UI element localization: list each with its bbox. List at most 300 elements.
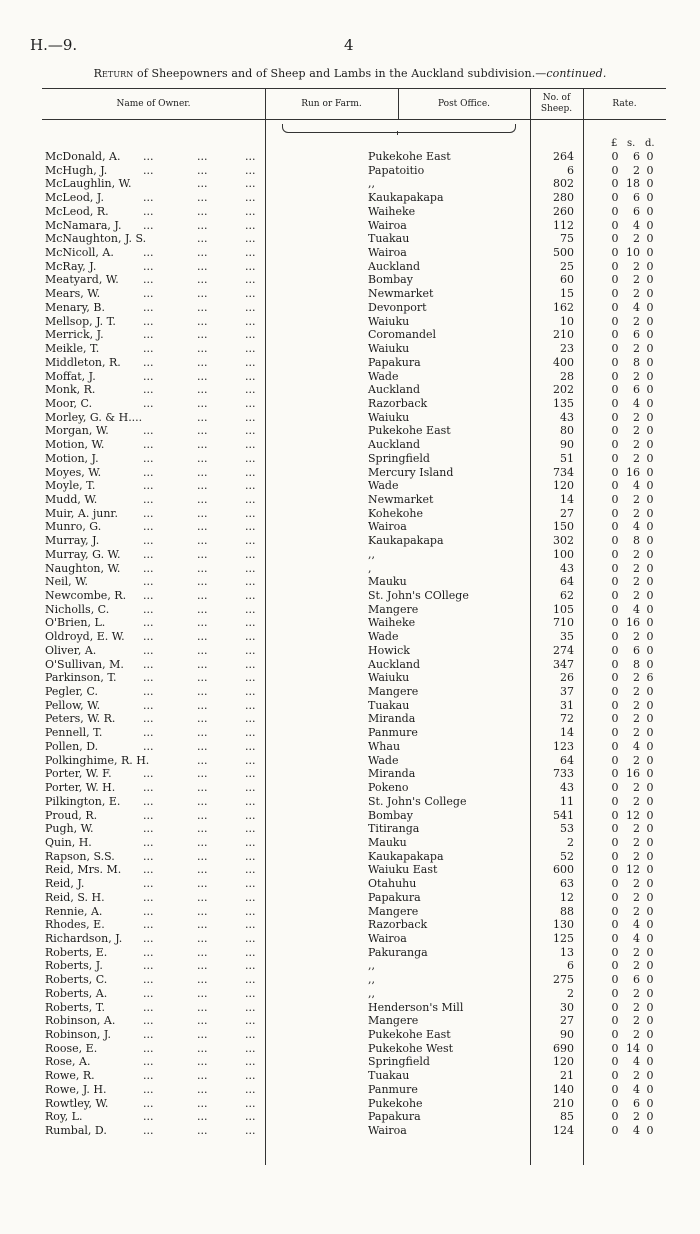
post-office: Wairoa bbox=[368, 520, 407, 534]
owner-name: McDonald, A. bbox=[45, 150, 121, 163]
dot-leader: ... bbox=[197, 547, 208, 561]
sheep-count: 162 bbox=[553, 300, 574, 314]
post-office: Bombay bbox=[368, 273, 413, 287]
header-sheep-line1: No. of bbox=[542, 93, 571, 103]
dot-leader: ... bbox=[143, 986, 154, 1000]
owner-name: Newcombe, R. bbox=[45, 589, 127, 602]
rate-pounds: 0 bbox=[611, 465, 619, 479]
dot-leader: ... bbox=[245, 1069, 256, 1083]
rate-pence: 0 bbox=[646, 1000, 654, 1014]
rate-pounds: 0 bbox=[611, 1124, 619, 1138]
sheep-count: 72 bbox=[560, 712, 574, 726]
post-office: Razorback bbox=[368, 918, 428, 932]
post-office: ,, bbox=[368, 547, 375, 561]
rate-shillings: 6 bbox=[633, 973, 640, 987]
rate-pounds: 0 bbox=[611, 383, 619, 397]
post-office: Waiuku bbox=[368, 410, 410, 424]
sheep-count: 2 bbox=[567, 835, 574, 849]
dot-leader: ... bbox=[143, 438, 154, 452]
owner-name: Pennell, T. bbox=[45, 726, 103, 740]
rate-shillings: 2 bbox=[633, 1110, 640, 1124]
sheep-count: 105 bbox=[553, 602, 574, 616]
dot-leader: ... bbox=[245, 163, 256, 177]
post-office: Wairoa bbox=[368, 246, 407, 260]
dot-leader: ... bbox=[143, 959, 154, 973]
dot-leader: ... bbox=[245, 424, 256, 438]
post-office: Wairoa bbox=[368, 218, 407, 232]
rate-pounds: 0 bbox=[611, 1082, 619, 1096]
owner-name: McLaughlin, W. bbox=[45, 177, 132, 191]
dot-leader: ... bbox=[197, 259, 208, 273]
rate-pence: 0 bbox=[646, 1082, 654, 1096]
owner-name: O'Sullivan, M. bbox=[45, 657, 124, 671]
rate-pence: 0 bbox=[646, 547, 654, 561]
owner-name: Motion, W. bbox=[45, 438, 105, 452]
dot-leader: ... bbox=[197, 726, 208, 740]
sheep-count: 130 bbox=[553, 918, 574, 932]
rate-shillings: 2 bbox=[633, 877, 640, 891]
post-office: Coromandel bbox=[368, 328, 437, 342]
post-office: St. John's COllege bbox=[368, 589, 469, 602]
sheep-count: 80 bbox=[560, 424, 574, 438]
header-name-of-owner: Name of Owner. bbox=[116, 99, 191, 109]
rate-shillings: 12 bbox=[626, 863, 640, 877]
dot-leader: ... bbox=[245, 1110, 256, 1124]
dot-leader: ... bbox=[245, 575, 256, 589]
post-office: Newmarket bbox=[368, 492, 434, 506]
rate-pounds: 0 bbox=[611, 781, 619, 795]
rate-pence: 0 bbox=[646, 863, 654, 877]
dot-leader: ... bbox=[245, 698, 256, 712]
table-row bbox=[0, 1055, 700, 1069]
table-row bbox=[0, 548, 700, 562]
rate-pence: 0 bbox=[646, 465, 654, 479]
table-row bbox=[0, 493, 700, 507]
rate-pence: 0 bbox=[646, 589, 654, 602]
dot-leader: ... bbox=[245, 1096, 256, 1110]
rate-shillings: 2 bbox=[633, 685, 640, 699]
dot-leader: ... bbox=[245, 643, 256, 657]
dot-leader: ... bbox=[143, 342, 154, 356]
post-office: Panmure bbox=[368, 726, 418, 740]
dot-leader: ... bbox=[143, 643, 154, 657]
post-office: Otahuhu bbox=[368, 877, 417, 891]
sheep-count: 400 bbox=[553, 355, 574, 369]
rate-pence: 0 bbox=[646, 273, 654, 287]
rate-pence: 0 bbox=[646, 1110, 654, 1124]
dot-leader: ... bbox=[245, 781, 256, 795]
dot-leader: ... bbox=[197, 589, 208, 602]
dot-leader: ... bbox=[197, 410, 208, 424]
rate-shillings: 2 bbox=[633, 959, 640, 973]
owner-table-body bbox=[0, 150, 700, 1138]
rate-pounds: 0 bbox=[611, 589, 619, 602]
dot-leader: ... bbox=[197, 794, 208, 808]
sheep-count: 120 bbox=[553, 1055, 574, 1069]
title-prefix: Return bbox=[93, 67, 134, 80]
rate-shillings: 2 bbox=[633, 547, 640, 561]
rate-pounds: 0 bbox=[611, 1028, 619, 1041]
rate-pence: 0 bbox=[646, 383, 654, 397]
sheep-count: 52 bbox=[560, 849, 574, 863]
table-row bbox=[0, 822, 700, 836]
post-office: Waiuku bbox=[368, 342, 410, 356]
dot-leader: ... bbox=[143, 698, 154, 712]
rate-shillings: 2 bbox=[633, 273, 640, 287]
post-office: Tuakau bbox=[368, 698, 410, 712]
dot-leader: ... bbox=[245, 1055, 256, 1069]
sheep-count: 62 bbox=[560, 589, 574, 602]
header-bottom-rule bbox=[42, 119, 666, 120]
rate-shillings: 2 bbox=[633, 232, 640, 246]
rate-pounds: 0 bbox=[611, 959, 619, 973]
dot-leader: ... bbox=[245, 1041, 256, 1055]
dot-leader: ... bbox=[245, 396, 256, 410]
sheep-count: 43 bbox=[560, 410, 574, 424]
rate-pence: 0 bbox=[646, 232, 654, 246]
dot-leader: ... bbox=[143, 931, 154, 945]
rate-shillings: 4 bbox=[633, 918, 640, 932]
owner-name: Menary, B. bbox=[45, 300, 106, 314]
rate-pounds: 0 bbox=[611, 1110, 619, 1124]
dot-leader: ... bbox=[197, 1028, 208, 1041]
post-office: Bombay bbox=[368, 808, 413, 822]
dot-leader: ... bbox=[245, 534, 256, 548]
rate-shillings: 4 bbox=[633, 1055, 640, 1069]
table-row bbox=[0, 232, 700, 246]
rate-shillings: 8 bbox=[633, 534, 640, 548]
sheep-count: 135 bbox=[553, 396, 574, 410]
table-row bbox=[0, 1042, 700, 1056]
currency-pounds: £ bbox=[611, 138, 618, 149]
table-row bbox=[0, 1124, 700, 1138]
dot-leader: ... bbox=[197, 150, 208, 163]
sheep-count: 31 bbox=[560, 698, 574, 712]
rate-pounds: 0 bbox=[611, 767, 619, 781]
owner-name: Parkinson, T. bbox=[45, 671, 117, 685]
table-row bbox=[0, 699, 700, 713]
sheep-count: 600 bbox=[553, 863, 574, 877]
table-row bbox=[0, 466, 700, 480]
sheep-count: 690 bbox=[553, 1041, 574, 1055]
rate-shillings: 2 bbox=[633, 1000, 640, 1014]
dot-leader: ... bbox=[245, 410, 256, 424]
dot-leader: ... bbox=[245, 369, 256, 383]
sheep-count: 30 bbox=[560, 1000, 574, 1014]
sheep-count: 802 bbox=[553, 177, 574, 191]
header-top-rule bbox=[42, 88, 666, 89]
dot-leader: ... bbox=[245, 808, 256, 822]
post-office: Tuakau bbox=[368, 1069, 410, 1083]
dot-leader: ... bbox=[197, 1082, 208, 1096]
dot-leader: ... bbox=[143, 246, 154, 260]
dot-leader: ... bbox=[197, 1055, 208, 1069]
owner-name: Rose, A. bbox=[45, 1055, 91, 1069]
dot-leader: ... bbox=[245, 1000, 256, 1014]
dot-leader: ... bbox=[245, 835, 256, 849]
sheep-count: 347 bbox=[553, 657, 574, 671]
dot-leader: ... bbox=[143, 451, 154, 465]
dot-leader: ... bbox=[143, 191, 154, 205]
dot-leader: ... bbox=[245, 520, 256, 534]
table-row bbox=[0, 301, 700, 315]
dot-leader: ... bbox=[245, 300, 256, 314]
dot-leader: ... bbox=[197, 424, 208, 438]
rate-pounds: 0 bbox=[611, 163, 619, 177]
sheep-count: 6 bbox=[567, 163, 574, 177]
owner-name: Neil, W. bbox=[45, 575, 89, 589]
rate-pounds: 0 bbox=[611, 904, 619, 918]
rate-pence: 0 bbox=[646, 822, 654, 836]
dot-leader: ... bbox=[245, 863, 256, 877]
rate-shillings: 2 bbox=[633, 163, 640, 177]
post-office: Devonport bbox=[368, 300, 427, 314]
rate-shillings: 2 bbox=[633, 849, 640, 863]
dot-leader: ... bbox=[245, 877, 256, 891]
table-row bbox=[0, 370, 700, 384]
dot-leader: ... bbox=[143, 534, 154, 548]
dot-leader: ... bbox=[245, 890, 256, 904]
dot-leader: ... bbox=[245, 671, 256, 685]
rate-pence: 0 bbox=[646, 643, 654, 657]
rate-shillings: 2 bbox=[633, 698, 640, 712]
rate-pence: 0 bbox=[646, 150, 654, 163]
sheep-count: 51 bbox=[560, 451, 574, 465]
title-text: of Sheepowners and of Sheep and Lambs in the Auckland subdivision.— bbox=[133, 67, 547, 80]
rate-pounds: 0 bbox=[611, 794, 619, 808]
dot-leader: ... bbox=[245, 204, 256, 218]
rate-shillings: 2 bbox=[633, 794, 640, 808]
dot-leader: ... bbox=[245, 794, 256, 808]
table-row bbox=[0, 424, 700, 438]
dot-leader: ... bbox=[245, 479, 256, 493]
rate-pounds: 0 bbox=[611, 177, 619, 191]
rate-pounds: 0 bbox=[611, 506, 619, 520]
owner-name: Meatyard, W. bbox=[45, 273, 119, 287]
post-office: Papakura bbox=[368, 355, 421, 369]
dot-leader: ... bbox=[143, 1028, 154, 1041]
rate-shillings: 4 bbox=[633, 300, 640, 314]
table-row bbox=[0, 905, 700, 919]
post-office: Mauku bbox=[368, 835, 407, 849]
sheep-count: 280 bbox=[553, 191, 574, 205]
owner-name: Rowtley, W. bbox=[45, 1096, 109, 1110]
dot-leader: ... bbox=[197, 863, 208, 877]
dot-leader: ... bbox=[197, 1096, 208, 1110]
dot-leader: ... bbox=[245, 438, 256, 452]
rate-pounds: 0 bbox=[611, 492, 619, 506]
rate-shillings: 2 bbox=[633, 1028, 640, 1041]
dot-leader: ... bbox=[143, 794, 154, 808]
sheep-count: 112 bbox=[553, 218, 574, 232]
dot-leader: ... bbox=[245, 630, 256, 644]
table-row bbox=[0, 177, 700, 191]
rate-pence: 0 bbox=[646, 808, 654, 822]
header-brace bbox=[282, 124, 516, 133]
rate-pence: 0 bbox=[646, 451, 654, 465]
sheep-count: 13 bbox=[560, 945, 574, 959]
dot-leader: ... bbox=[245, 314, 256, 328]
post-office: Auckland bbox=[368, 383, 421, 397]
owner-name: Meikle, T. bbox=[45, 342, 100, 356]
post-office: Miranda bbox=[368, 712, 416, 726]
table-row bbox=[0, 260, 700, 274]
sheep-count: 10 bbox=[560, 314, 574, 328]
owner-name: Oldroyd, E. W. bbox=[45, 630, 125, 644]
dot-leader: ... bbox=[143, 822, 154, 836]
rate-pence: 0 bbox=[646, 973, 654, 987]
rate-pounds: 0 bbox=[611, 300, 619, 314]
sheep-count: 733 bbox=[553, 767, 574, 781]
rate-pounds: 0 bbox=[611, 451, 619, 465]
post-office: Titiranga bbox=[368, 822, 420, 836]
sheep-count: 734 bbox=[553, 465, 574, 479]
table-row bbox=[0, 411, 700, 425]
rate-pounds: 0 bbox=[611, 671, 619, 685]
sheep-count: 15 bbox=[560, 287, 574, 301]
currency-pence: d. bbox=[645, 138, 655, 149]
sheep-count: 26 bbox=[560, 671, 574, 685]
rate-pounds: 0 bbox=[611, 835, 619, 849]
table-row bbox=[0, 630, 700, 644]
dot-leader: ... bbox=[197, 602, 208, 616]
table-row bbox=[0, 575, 700, 589]
dot-leader: ... bbox=[245, 602, 256, 616]
owner-name: Roberts, C. bbox=[45, 973, 108, 987]
sheep-count: 150 bbox=[553, 520, 574, 534]
post-office: Mangere bbox=[368, 904, 419, 918]
rate-shillings: 2 bbox=[633, 753, 640, 767]
post-office: Wairoa bbox=[368, 1124, 407, 1138]
rate-pounds: 0 bbox=[611, 328, 619, 342]
post-office: Razorback bbox=[368, 396, 428, 410]
dot-leader: ... bbox=[245, 273, 256, 287]
dot-leader: ... bbox=[197, 575, 208, 589]
dot-leader: ... bbox=[245, 739, 256, 753]
table-row bbox=[0, 328, 700, 342]
rate-pence: 0 bbox=[646, 177, 654, 191]
table-row bbox=[0, 507, 700, 521]
rate-pence: 0 bbox=[646, 931, 654, 945]
rate-shillings: 4 bbox=[633, 520, 640, 534]
dot-leader: ... bbox=[245, 383, 256, 397]
table-row bbox=[0, 918, 700, 932]
post-office: Wairoa bbox=[368, 931, 407, 945]
sheep-count: 14 bbox=[560, 492, 574, 506]
rate-pence: 0 bbox=[646, 945, 654, 959]
owner-name: McLeod, R. bbox=[45, 204, 109, 218]
sheep-count: 500 bbox=[553, 246, 574, 260]
owner-name: Porter, W. F. bbox=[45, 767, 112, 781]
table-row bbox=[0, 781, 700, 795]
post-office: Pukekohe East bbox=[368, 424, 451, 438]
dot-leader: ... bbox=[197, 534, 208, 548]
rate-pence: 0 bbox=[646, 355, 654, 369]
dot-leader: ... bbox=[245, 986, 256, 1000]
dot-leader: ... bbox=[143, 808, 154, 822]
rate-pounds: 0 bbox=[611, 575, 619, 589]
dot-leader: ... bbox=[245, 287, 256, 301]
dot-leader: ... bbox=[245, 931, 256, 945]
rate-pounds: 0 bbox=[611, 424, 619, 438]
dot-leader: ... bbox=[143, 479, 154, 493]
rate-shillings: 2 bbox=[633, 492, 640, 506]
rate-shillings: 2 bbox=[633, 287, 640, 301]
owner-name: Roberts, T. bbox=[45, 1000, 105, 1014]
table-row bbox=[0, 246, 700, 260]
dot-leader: ... bbox=[143, 396, 154, 410]
rate-pounds: 0 bbox=[611, 698, 619, 712]
rate-pounds: 0 bbox=[611, 534, 619, 548]
rate-pence: 0 bbox=[646, 369, 654, 383]
owner-name: Moffat, J. bbox=[45, 369, 96, 383]
rate-shillings: 8 bbox=[633, 657, 640, 671]
sheep-count: 88 bbox=[560, 904, 574, 918]
rate-pounds: 0 bbox=[611, 753, 619, 767]
post-office: Mercury Island bbox=[368, 465, 454, 479]
dot-leader: ... bbox=[143, 616, 154, 630]
owner-name: Pollen, D. bbox=[45, 739, 99, 753]
rate-pence: 0 bbox=[646, 300, 654, 314]
rate-pence: 0 bbox=[646, 1055, 654, 1069]
dot-leader: ... bbox=[245, 616, 256, 630]
dot-leader: ... bbox=[197, 781, 208, 795]
table-row bbox=[0, 1028, 700, 1042]
dot-leader: ... bbox=[197, 204, 208, 218]
dot-leader: ... bbox=[245, 561, 256, 575]
dot-leader: ... bbox=[197, 671, 208, 685]
rate-shillings: 4 bbox=[633, 396, 640, 410]
owner-name: Oliver, A. bbox=[45, 643, 97, 657]
dot-leader: ... bbox=[245, 465, 256, 479]
dot-leader: ... bbox=[197, 163, 208, 177]
rate-pence: 0 bbox=[646, 918, 654, 932]
rate-pounds: 0 bbox=[611, 973, 619, 987]
dot-leader: ... bbox=[197, 835, 208, 849]
dot-leader: ... bbox=[245, 1082, 256, 1096]
sheep-count: 64 bbox=[560, 753, 574, 767]
table-row bbox=[0, 671, 700, 685]
owner-name: Rennie, A. bbox=[45, 904, 103, 918]
header-post-office: Post Office. bbox=[437, 99, 491, 109]
rate-pence: 0 bbox=[646, 835, 654, 849]
owner-name: Pellow, W. bbox=[45, 698, 101, 712]
dot-leader: ... bbox=[197, 973, 208, 987]
dot-leader: ... bbox=[143, 739, 154, 753]
table-row bbox=[0, 740, 700, 754]
rate-shillings: 6 bbox=[633, 191, 640, 205]
owner-name: Quin, H. bbox=[45, 835, 92, 849]
rate-shillings: 2 bbox=[633, 438, 640, 452]
sheep-count: 6 bbox=[567, 959, 574, 973]
sheep-count: 35 bbox=[560, 630, 574, 644]
table-row bbox=[0, 644, 700, 658]
owner-name: Mudd, W. bbox=[45, 492, 98, 506]
dot-leader: ... bbox=[143, 287, 154, 301]
dot-leader: ... bbox=[197, 1000, 208, 1014]
owner-name: Peters, W. R. bbox=[45, 712, 116, 726]
rate-shillings: 6 bbox=[633, 643, 640, 657]
rate-pounds: 0 bbox=[611, 355, 619, 369]
dot-leader: ... bbox=[143, 259, 154, 273]
table-row bbox=[0, 479, 700, 493]
rate-pence: 0 bbox=[646, 602, 654, 616]
table-row bbox=[0, 726, 700, 740]
post-office: Kaukapakapa bbox=[368, 534, 444, 548]
sheep-count: 275 bbox=[553, 973, 574, 987]
dot-leader: ... bbox=[143, 630, 154, 644]
rate-pence: 0 bbox=[646, 396, 654, 410]
